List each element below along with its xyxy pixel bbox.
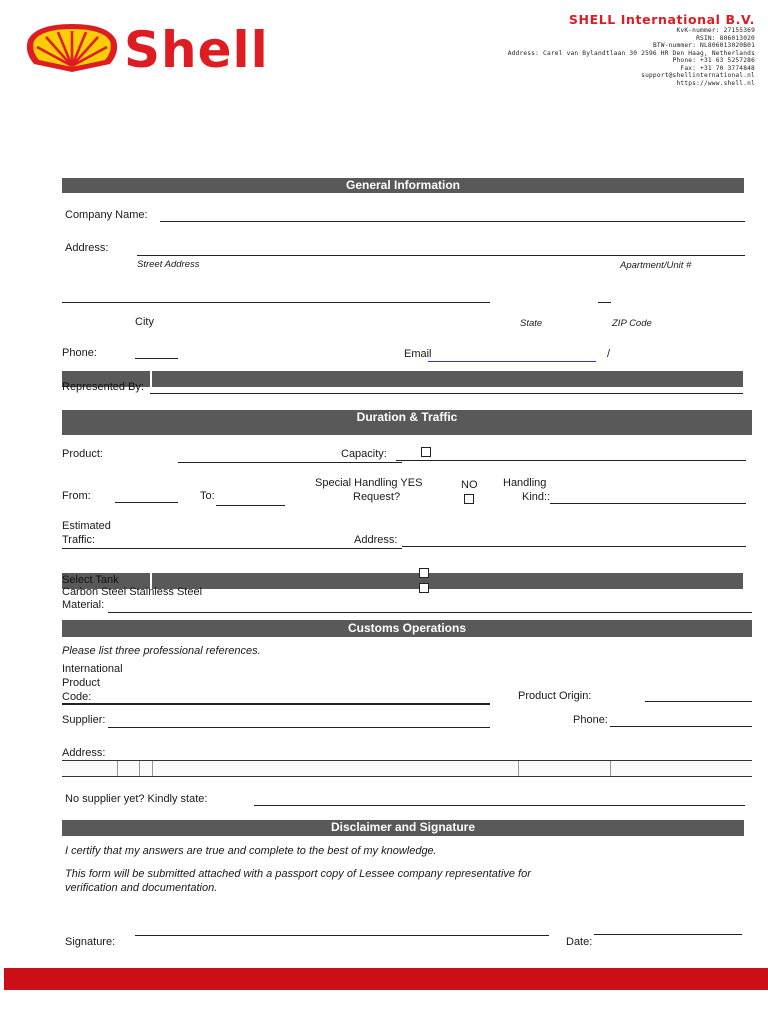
state-field[interactable] — [598, 302, 611, 303]
address-label: Address: — [65, 242, 109, 254]
company-line: Phone: +31 63 5257286 — [672, 57, 755, 64]
capacity-label: Capacity: — [341, 448, 387, 460]
date-field[interactable] — [594, 934, 742, 935]
no-checkbox[interactable] — [464, 494, 474, 504]
company-name-field[interactable] — [160, 221, 745, 222]
city-caption: City — [135, 316, 154, 328]
kind-label: Kind:: — [522, 491, 551, 503]
supplier-label: Supplier: — [62, 714, 106, 726]
to-label: To: — [200, 490, 215, 502]
street-address-caption: Street Address — [137, 259, 200, 270]
references-instruction: Please list three professional references. — [62, 645, 261, 657]
no-supplier-label: No supplier yet? Kindly state: — [65, 793, 208, 805]
supplier-address-grid — [62, 761, 752, 777]
slash-text: / — [607, 348, 611, 360]
section-disclaimer-title: Disclaimer and Signature — [62, 820, 744, 836]
shell-pecten-icon — [22, 22, 122, 74]
supplier-phone-label: Phone: — [573, 714, 608, 726]
represented-by-label: Represented By: — [62, 381, 144, 393]
material-label: Material: — [62, 599, 105, 611]
company-name-label: Company Name: — [65, 209, 148, 221]
section-general-title: General Information — [62, 178, 744, 193]
company-details — [508, 27, 755, 87]
signature-label: Signature: — [65, 936, 116, 948]
phone-field[interactable] — [135, 358, 178, 359]
product-origin-field[interactable] — [645, 701, 752, 702]
supplier-field[interactable] — [108, 727, 490, 728]
brand-wordmark: Shell — [124, 21, 269, 79]
handling-label: Handling — [503, 477, 547, 489]
company-line: RSIN: 806013020 — [696, 34, 755, 42]
traffic-field[interactable] — [62, 548, 402, 549]
zip-caption: ZIP Code — [612, 318, 652, 329]
product-field[interactable] — [178, 462, 402, 463]
submit-text-line1: This form will be submitted attached with a passport copy of Lessee company representative for — [65, 868, 531, 880]
capacity-field[interactable] — [396, 460, 746, 461]
intl-label-line2: Product — [62, 677, 100, 689]
represented-divider — [150, 371, 152, 387]
represented-bar — [62, 371, 743, 387]
signature-field[interactable] — [135, 935, 549, 936]
intl-label-line1: International — [62, 663, 123, 675]
intl-label-line3: Code: — [62, 691, 92, 703]
estimated-label: Estimated — [62, 520, 111, 532]
material-field[interactable] — [108, 612, 752, 613]
street-address-field[interactable] — [137, 255, 745, 256]
shell-logo — [22, 22, 122, 74]
supplier-address-label: Address: — [62, 747, 106, 759]
company-line: Fax: +31 70 3774848 — [680, 64, 755, 72]
no-label: NO — [461, 479, 478, 491]
traffic-address-label: Address: — [354, 534, 398, 546]
date-label: Date: — [566, 936, 593, 948]
capacity-checkbox[interactable] — [421, 447, 431, 457]
company-line: support@shellinternational.nl — [641, 72, 755, 79]
product-origin-label: Product Origin: — [518, 690, 592, 702]
select-tank-label: Select Tank — [62, 574, 119, 586]
section-customs-title: Customs Operations — [62, 620, 752, 637]
traffic-address-field[interactable] — [402, 546, 746, 547]
city-field[interactable] — [62, 302, 490, 303]
company-line: BTW-nummer: NL806013020B01 — [652, 42, 755, 49]
from-field[interactable] — [115, 502, 178, 503]
company-title: SHELL International B.V. — [568, 12, 755, 27]
certify-text: I certify that my answers are true and complete to the best of my knowledge. — [65, 845, 437, 857]
stainless-steel-checkbox[interactable] — [419, 583, 429, 593]
supplier-phone-field[interactable] — [610, 726, 752, 727]
from-label: From: — [62, 490, 91, 502]
phone-label: Phone: — [62, 347, 97, 359]
special-handling-label: Special Handling YES — [315, 477, 423, 489]
traffic-label: Traffic: — [62, 534, 96, 546]
email-field[interactable] — [428, 361, 596, 362]
state-caption: State — [520, 318, 543, 329]
product-code-field[interactable] — [62, 703, 490, 705]
no-supplier-field[interactable] — [254, 805, 745, 806]
product-label: Product: — [62, 448, 103, 460]
to-field[interactable] — [216, 505, 285, 506]
company-line: KvK-nummer: 27155369 — [676, 27, 755, 34]
submit-text-line2: verification and documentation. — [65, 882, 218, 894]
represented-by-field[interactable] — [150, 393, 743, 394]
email-label: Email — [404, 348, 432, 360]
section-duration-title: Duration & Traffic — [62, 410, 752, 435]
footer-red-band — [4, 968, 768, 990]
tank-options-label: Carbon Steel Stainless Steel — [62, 586, 203, 598]
company-line: Address: Carel van Bylandtlaan 30 2596 HR Den Haag, Netherlands — [507, 49, 755, 57]
company-line: https://www.shell.nl — [676, 79, 755, 87]
handling-kind-field[interactable] — [550, 503, 746, 504]
apartment-caption: Apartment/Unit # — [620, 260, 692, 271]
carbon-steel-checkbox[interactable] — [419, 568, 429, 578]
request-label: Request? — [353, 491, 401, 503]
